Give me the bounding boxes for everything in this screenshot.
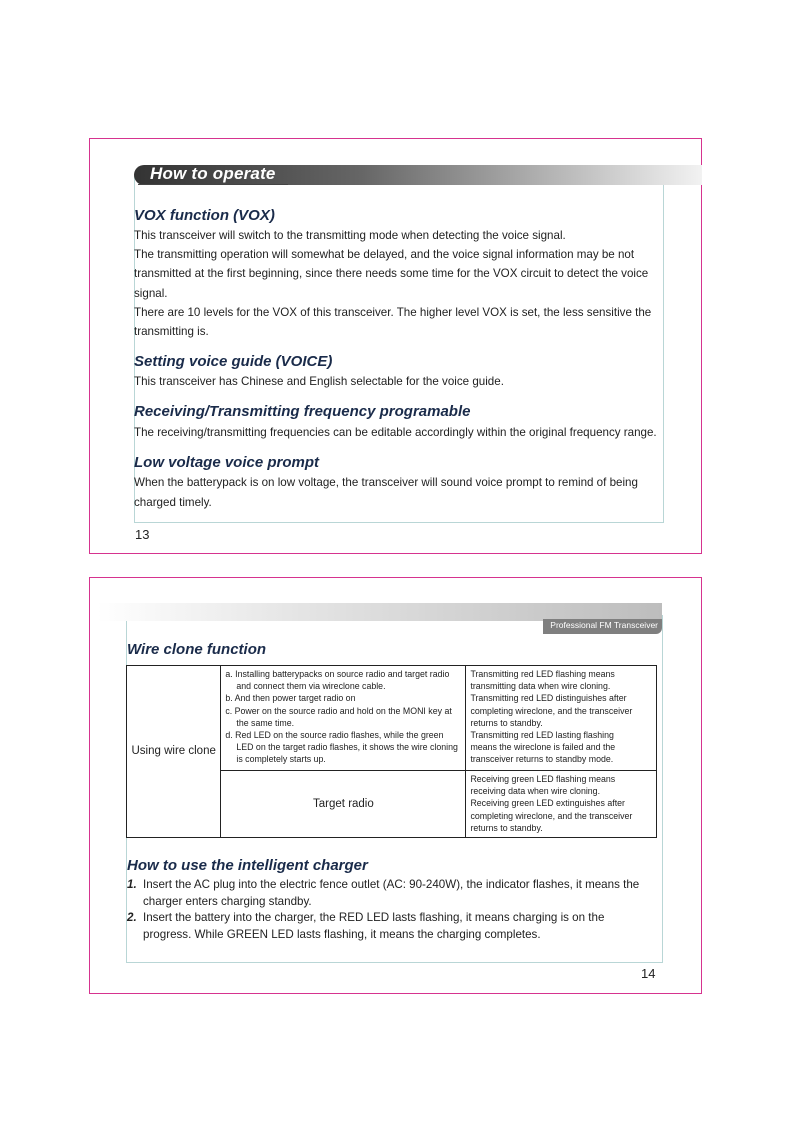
- target-note-line: Receiving green LED flashing means: [470, 774, 616, 784]
- header-tab-label: Professional FM Transceiver: [550, 620, 658, 630]
- target-notes-cell: [466, 771, 657, 838]
- target-radio-cell: Target radio: [221, 771, 466, 838]
- source-note-line: completing wireclone, and the transceiver: [470, 705, 633, 716]
- charger-step-1: [127, 876, 655, 910]
- source-step-c: c. Power on the source radio and hold on the MONI key at the same time.: [225, 705, 452, 728]
- vox-line-1: This transceiver will switch to the transmitting mode when detecting the voice signal.: [134, 229, 566, 242]
- source-note-line: Transmitting red LED lasting flashing: [470, 730, 614, 741]
- vox-line-4: signal.: [134, 287, 168, 300]
- page-number-13: 13: [135, 527, 150, 542]
- step-number: 1.: [127, 878, 137, 891]
- source-notes-cell: [466, 666, 657, 771]
- source-note-line: transceiver returns to standby mode.: [470, 754, 614, 765]
- table-row: [127, 666, 657, 771]
- source-step-d: d. Red LED on the source radio flashes, while the green LED on the target radio flashes, it shows the wire cloning is completely starts up.: [225, 730, 458, 765]
- vox-heading: VOX function (VOX): [134, 207, 275, 224]
- step-text: Insert the battery into the charger, the RED LED lasts flashing, it means charging is on the progress. While GREEN LED lasts flashing, it means the charging completes.: [143, 911, 605, 941]
- page-number-14: 14: [641, 966, 656, 981]
- voice-text: This transceiver has Chinese and English selectable for the voice guide.: [134, 375, 504, 388]
- vox-line-5: There are 10 levels for the VOX of this transceiver. The higher level VOX is set, the less sensitive the: [134, 306, 652, 319]
- source-note-line: Transmitting red LED flashing means: [470, 669, 615, 679]
- vox-line-2: The transmitting operation will somewhat be delayed, and the voice signal information may be not: [134, 248, 635, 261]
- voice-heading: Setting voice guide (VOICE): [134, 353, 333, 370]
- lowvolt-heading: Low voltage voice prompt: [134, 454, 320, 471]
- section-title: How to operate: [150, 164, 276, 183]
- section-title-underline: [138, 184, 288, 185]
- target-note-line: Receiving green LED extinguishes after: [470, 798, 625, 809]
- vox-line-6: transmitting is.: [134, 325, 209, 338]
- lowvolt-line-1: When the batterypack is on low voltage, the transceiver will sound voice prompt to remind of being: [134, 476, 638, 489]
- source-note-line: returns to standby.: [470, 717, 543, 728]
- step-number: 2.: [127, 911, 137, 924]
- charger-heading: How to use the intelligent charger: [127, 857, 368, 874]
- source-note-line: transmitting data when wire cloning.: [470, 681, 611, 692]
- freq-heading: Receiving/Transmitting frequency programable: [134, 403, 471, 420]
- source-step-a: a. Installing batterypacks on source radio and target radio and connect them via wireclone cable.: [225, 669, 450, 692]
- wire-clone-table: [126, 665, 657, 838]
- source-note-line: Transmitting red LED distinguishes after: [470, 693, 627, 704]
- charger-step-2: [127, 909, 655, 943]
- target-note-line: completing wireclone, and the transceiver: [470, 810, 633, 821]
- wire-clone-heading: Wire clone function: [127, 641, 267, 658]
- source-note-line: means the wireclone is failed and the: [470, 742, 616, 753]
- row-label-cell: Using wire clone: [127, 666, 221, 838]
- step-text: Insert the AC plug into the electric fence outlet (AC: 90-240W), the indicator flashes, it means the charger enters charging standby.: [143, 878, 640, 908]
- source-step-b: b. And then power target radio on: [225, 693, 356, 704]
- freq-text: The receiving/transmitting frequencies can be editable accordingly within the original frequency range.: [134, 426, 657, 439]
- source-steps-cell: [221, 666, 466, 771]
- target-note-line: receiving data when wire cloning.: [470, 786, 601, 797]
- target-note-line: returns to standby.: [470, 822, 543, 833]
- vox-line-3: transmitted at the first beginning, since there needs some time for the VOX circuit to detect the voice: [134, 267, 649, 280]
- lowvolt-line-2: charged timely.: [134, 496, 212, 509]
